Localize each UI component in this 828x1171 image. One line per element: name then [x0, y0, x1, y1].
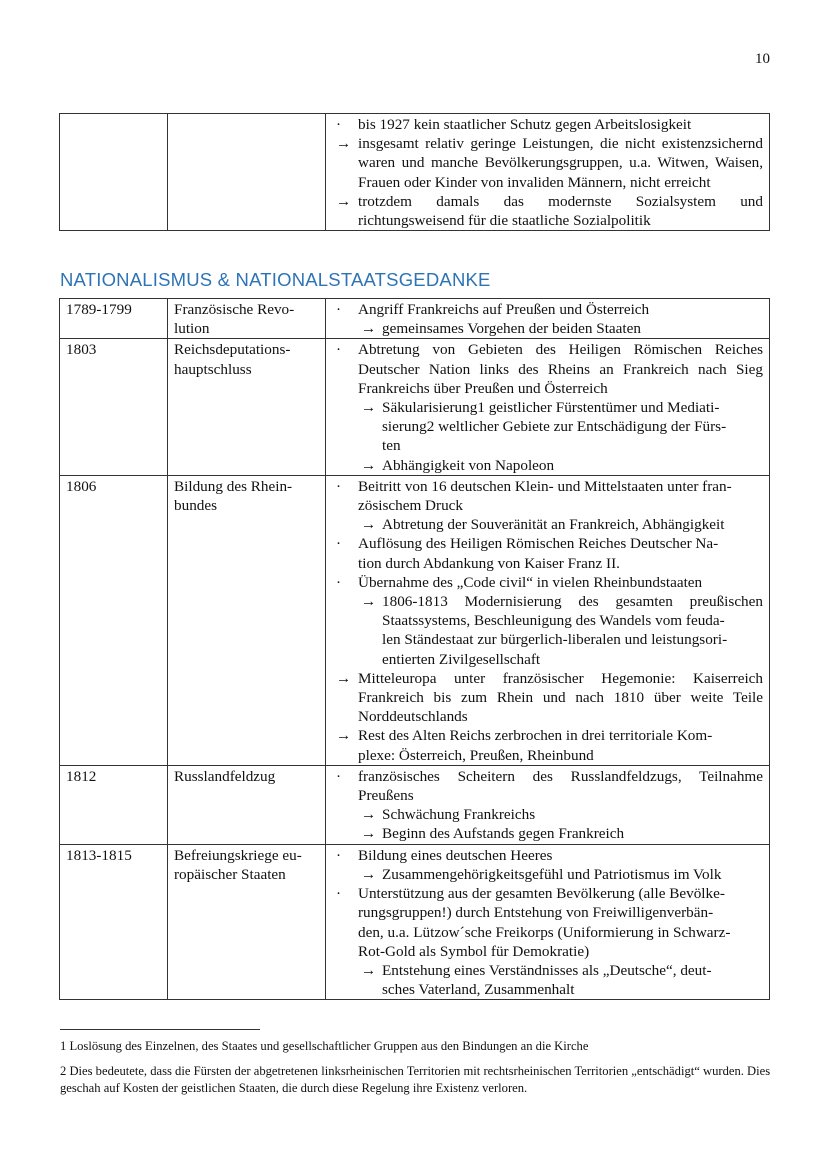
footnotes [60, 1038, 772, 1105]
list-item [332, 846, 763, 865]
list-item [332, 669, 763, 727]
bullet-marker: · [336, 885, 342, 903]
list-item [332, 340, 763, 398]
list-item [332, 192, 763, 230]
item-text: Abtretung der Souveränität an Frankreich, Abhängigkeit [382, 516, 725, 534]
item-text: Übernahme des „Code civil“ in vielen Rheinbundstaaten [358, 573, 703, 591]
section-heading: NATIONALISMUS & NATIONALSTAATSGEDANKE [60, 269, 491, 290]
list-item [332, 865, 763, 884]
item-text: französisches Scheitern des Russlandfeldzugs, Teilnahme Preußens [358, 767, 763, 805]
arrow-marker: → [336, 727, 352, 745]
details-cell [326, 299, 770, 339]
list-item [332, 477, 763, 515]
bullet-marker: · [336, 477, 342, 495]
table-row [60, 475, 770, 765]
arrow-marker: → [336, 192, 352, 210]
item-text: Abhängigkeit von Napoleon [382, 456, 555, 474]
item-text: Angriff Frankreichs auf Preußen und Österreich [358, 301, 650, 318]
details-cell [326, 339, 770, 475]
year-cell [60, 114, 168, 231]
list-item [332, 534, 763, 572]
item-text: Beginn des Aufstands gegen Frankreich [382, 825, 625, 843]
item-text: Rest des Alten Reichs zerbrochen in drei territoriale Kom- plexe: Österreich, Preußen, Rheinbund [358, 727, 713, 764]
arrow-marker: → [336, 669, 352, 687]
list-item [332, 456, 763, 475]
table-row [60, 339, 770, 475]
list-item [332, 592, 763, 669]
bullet-marker: · [336, 846, 342, 864]
bullet-marker: · [336, 116, 342, 133]
year-cell: 1813-1815 [60, 844, 168, 1000]
item-text: Zusammengehörigkeitsgefühl und Patriotismus im Volk [382, 865, 722, 883]
footnote-divider [60, 1029, 260, 1030]
arrow-marker: → [361, 865, 377, 883]
year-cell: 1812 [60, 765, 168, 844]
list-item [332, 398, 763, 456]
event-cell: Reichsdeputations- hauptschluss [168, 339, 326, 475]
bullet-marker: · [336, 535, 342, 553]
list-item [332, 115, 763, 134]
bullet-marker: · [336, 341, 342, 359]
item-text: trotzdem damals das modernste Sozialsystem und richtungsweisend für die staatliche Sozialpolitik [358, 192, 763, 230]
list-item [332, 300, 763, 319]
list-item [332, 884, 763, 961]
arrow-marker: → [361, 825, 377, 843]
item-text: bis 1927 kein staatlicher Schutz gegen Arbeitslosigkeit [358, 116, 692, 133]
item-text: gemeinsames Vorgehen der beiden Staaten [382, 320, 641, 338]
item-text: Säkularisierung1 geistlicher Fürstentümer und Mediati- sierung2 weltlicher Gebiete zur Entschädigung der Fürs- ten [382, 399, 727, 455]
arrow-marker: → [361, 516, 377, 534]
event-cell: Bildung des Rhein- bundes [168, 475, 326, 765]
footnote-2: 2 Dies bedeutete, dass die Fürsten der abgetretenen linksrheinischen Territorien mit rechtsrheinischen Territorien „entschädigt“ wurden. Dies geschah auf Kosten der geistlichen Staaten, die durch diese Regelung ihre Existenz verloren. [60, 1064, 771, 1095]
list-item [332, 961, 763, 999]
item-text: Bildung eines deutschen Heeres [358, 846, 553, 864]
list-item [332, 319, 763, 338]
bullet-marker: · [336, 301, 342, 318]
details-cell [326, 765, 770, 844]
year-cell: 1789-1799 [60, 299, 168, 339]
item-text: Beitritt von 16 deutschen Klein- und Mittelstaaten unter fran- zösischem Druck [358, 477, 732, 515]
list-item [332, 726, 763, 764]
list-item [332, 573, 763, 592]
event-cell [168, 114, 326, 231]
table-row [60, 765, 770, 844]
table-row [60, 114, 770, 231]
arrow-marker: → [336, 135, 352, 153]
page-number: 10 [755, 51, 770, 67]
list-item [332, 767, 763, 805]
year-cell: 1806 [60, 475, 168, 765]
arrow-marker: → [361, 806, 377, 824]
details-cell [326, 114, 770, 231]
list-item [332, 515, 763, 534]
bullet-marker: · [336, 767, 342, 785]
continuation-table [59, 113, 770, 231]
list-item [332, 134, 763, 192]
year-cell: 1803 [60, 339, 168, 475]
details-cell [326, 475, 770, 765]
event-cell: Französische Revo- lution [168, 299, 326, 339]
item-text: Entstehung eines Verständnisses als „Deutsche“, deut- sches Vaterland, Zusammenhalt [382, 961, 712, 999]
list-item [332, 805, 763, 824]
bullet-marker: · [336, 573, 342, 591]
table-row [60, 299, 770, 339]
item-text: Unterstützung aus der gesamten Bevölkerung (alle Bevölke- rungsgruppen!) durch Entstehung von Freiwilligenverbän- den, u.a. Lützow´sche Freikorps (Uniformierung in Schwarz- Rot-Gold als Symbol für Demokratie) [358, 885, 731, 960]
item-text: Auflösung des Heiligen Römischen Reiches Deutscher Na- tion durch Abdankung von Kaiser Franz II. [358, 535, 719, 572]
nationalism-table [59, 298, 770, 1000]
event-cell: Befreiungskriege eu- ropäischer Staaten [168, 844, 326, 1000]
item-text: insgesamt relativ geringe Leistungen, die nicht existenzsichernd waren und manche Bevölkerungsgruppen, u.a. Witwen, Waisen, Frauen oder Kinder von invaliden Männern, nicht erreicht [358, 135, 763, 191]
arrow-marker: → [361, 456, 377, 474]
list-item [332, 824, 763, 843]
arrow-marker: → [361, 320, 377, 338]
arrow-marker: → [361, 961, 377, 979]
item-text: 1806-1813 Modernisierung des gesamten preußischen Staatssystems, Beschleunigung des Wandels vom feuda- len Ständestaat zur bürgerlich-liberalen und leistungsori- entierten Zivilgesellschaft [382, 593, 763, 668]
table-row [60, 844, 770, 1000]
arrow-marker: → [361, 399, 377, 417]
event-cell: Russlandfeldzug [168, 765, 326, 844]
item-text: Mitteleuropa unter französischer Hegemonie: Kaiserreich Frankreich bis zum Rhein und nach 1810 über weite Teile Norddeutschlands [358, 669, 763, 726]
item-text: Abtretung von Gebieten des Heiligen Römischen Reiches Deutscher Nation links des Rheins an Frankreich nach Sieg Frankreichs über Preußen und Österreich [358, 341, 763, 397]
item-text: Schwächung Frankreichs [382, 806, 536, 824]
details-cell [326, 844, 770, 1000]
arrow-marker: → [361, 593, 377, 611]
footnote-1: 1 Loslösung des Einzelnen, des Staates und gesellschaftlicher Gruppen aus den Bindungen an die Kirche [60, 1039, 589, 1053]
